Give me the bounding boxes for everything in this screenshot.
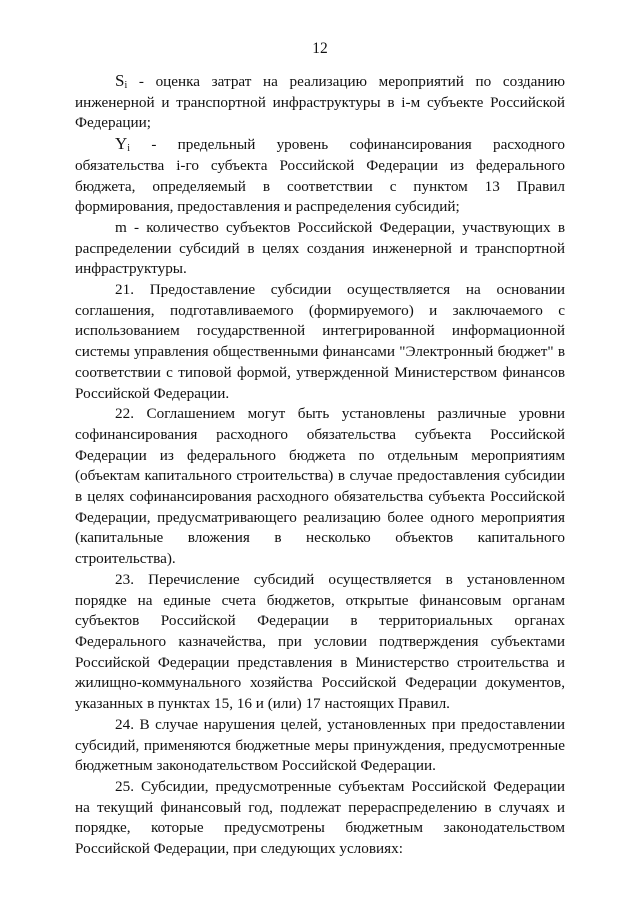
definition-yi-paragraph — [75, 134, 565, 218]
symbol-y: Y — [115, 134, 128, 154]
page-number: 12 — [312, 40, 328, 57]
symbol-subscript: i — [127, 143, 131, 155]
paragraph-text: 23. Перечисление субсидий осуществляется в установленном порядке на единые счета бюджетов, открытые финансовым органам субъектов Российской Федерации в территориальных органах Федерального казначейства, при условии подтверждения субъектами Российской Федерации представления в Министерство строительства и жилищно-коммунального хозяйства Российской Федерации документов, указанных в пунктах 15, 16 и (или) 17 настоящих Правил. — [75, 570, 565, 713]
paragraph-text: 25. Субсидии, предусмотренные субъектам Российской Федерации на текущий финансовый год, подлежат перераспределению в случаях и порядке, которые предусмотрены бюджетным законодательством Российской Федерации, при следующих условиях: — [75, 777, 565, 858]
clause-24-paragraph — [75, 715, 565, 777]
paragraph-text: - предельный уровень софинансирования расходного обязательства i-го субъекта Российской Федерации из федерального бюджета, определяемый в соответствии с пунктом 13 Правил формирования, предоставления и распределения субсидий; — [75, 136, 565, 216]
definition-m-paragraph — [75, 218, 565, 280]
definition-si-paragraph — [75, 71, 565, 134]
paragraph-text: - оценка затрат на реализацию мероприятий по созданию инженерной и транспортной инфраструктуры в i-м субъекте Российской Федерации; — [75, 73, 565, 132]
paragraph-text: 22. Соглашением могут быть установлены различные уровни софинансирования расходного обязательства субъекта Российской Федерации из федерального бюджета по отдельным мероприятиям (объектам капитального строительства) в случае предоставления субсидии в целях софинансирования расходного обязательства субъекта Российской Федерации, предусматривающего реализацию более одного мероприятия (капитальные вложения в несколько объектов капитального строительства). — [75, 405, 565, 568]
clause-22-paragraph — [75, 404, 565, 570]
paragraph-text: 24. В случае нарушения целей, установленных при предоставлении субсидий, применяются бюджетные меры принуждения, предусмотренные бюджетным законодательством Российской Федерации. — [75, 715, 565, 775]
clause-21-paragraph — [75, 280, 565, 404]
symbol-s: S — [115, 71, 125, 90]
document-body — [75, 71, 565, 860]
symbol-subscript: i — [124, 80, 128, 91]
clause-25-paragraph — [75, 777, 565, 860]
clause-23-paragraph — [75, 570, 565, 715]
paragraph-text: m - количество субъектов Российской Федерации, участвующих в распределении субсидий в целях создания инженерной и транспортной инфраструктуры. — [75, 218, 565, 278]
paragraph-text: 21. Предоставление субсидии осуществляется на основании соглашения, подготавливаемого (формируемого) и заключаемого с использованием государственной интегрированной информационной системы управления общественными финансами "Электронный бюджет" в соответствии с типовой формой, утвержденной Министерством финансов Российской Федерации. — [75, 281, 565, 402]
